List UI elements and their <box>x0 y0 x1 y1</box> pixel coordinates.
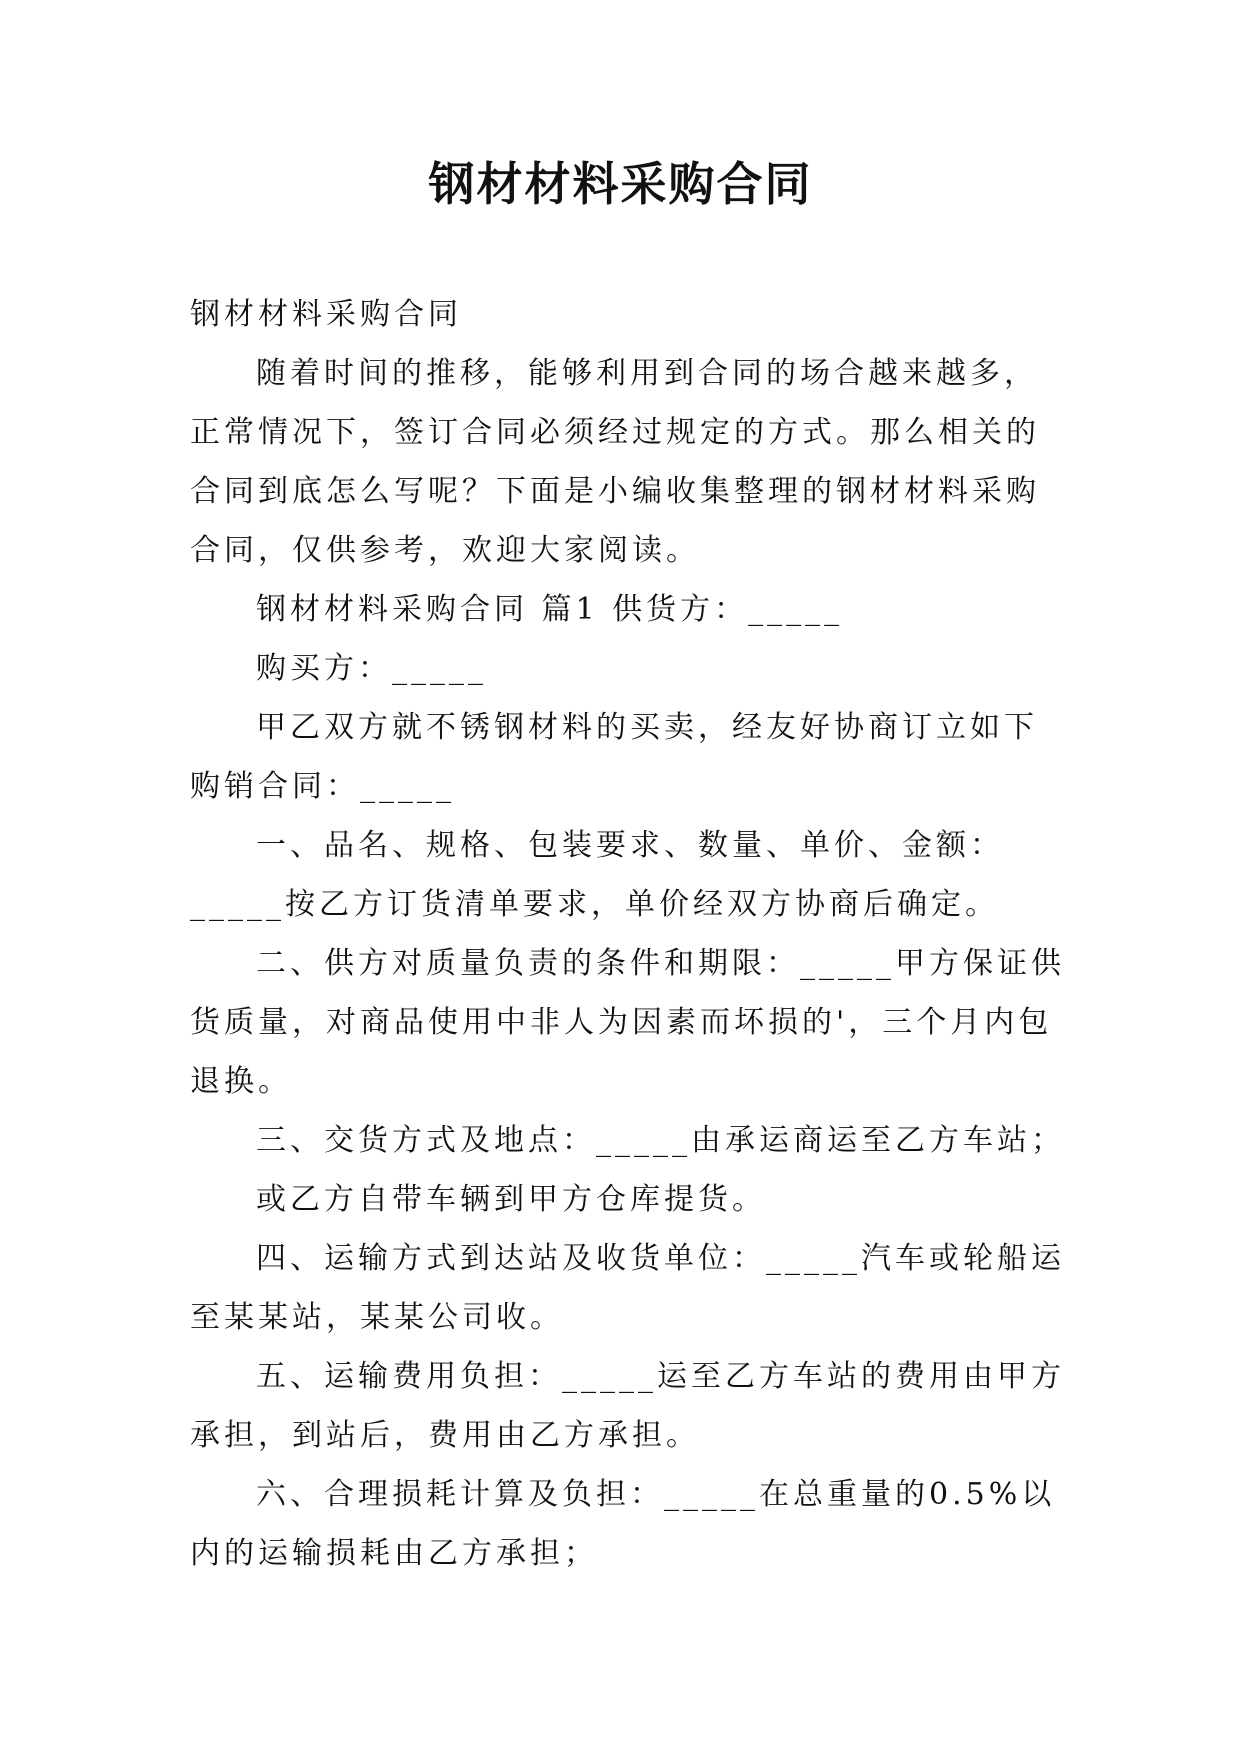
paragraph-supplier: 钢材材料采购合同 篇1 供货方：_____ <box>256 592 844 627</box>
clause-6: 六、合理损耗计算及负担：_____在总重量的0.5%以内的运输损耗由乙方承担； <box>190 1477 1056 1571</box>
clause-4: 四、运输方式到达站及收货单位：_____汽车或轮船运至某某站，某某公司收。 <box>190 1241 1065 1335</box>
clause-5: 五、运输费用负担：_____运至乙方车站的费用由甲方承担，到站后，费用由乙方承担。 <box>190 1359 1065 1453</box>
paragraph-intro: 随着时间的推移，能够利用到合同的场合越来越多，正常情况下，签订合同必须经过规定的方式。那么相关的合同到底怎么写呢？下面是小编收集整理的钢材材料采购合同，仅供参考，欢迎大家阅读。 <box>190 356 1040 568</box>
clause-1: 一、品名、规格、包装要求、数量、单价、金额：_____按乙方订货清单要求，单价经双方协商后确定。 <box>190 828 1004 922</box>
clause-3-continued: 或乙方自带车辆到甲方仓库提货。 <box>256 1182 766 1217</box>
paragraph-buyer: 购买方：_____ <box>256 651 487 686</box>
clause-2: 二、供方对质量负责的条件和期限：_____甲方保证供货质量，对商品使用中非人为因素而坏损的'，三个月内包退换。 <box>190 946 1065 1099</box>
document-body <box>190 285 1070 1583</box>
document-title: 钢材材料采购合同 <box>428 157 813 211</box>
paragraph-agreement: 甲乙双方就不锈钢材料的买卖，经友好协商订立如下购销合同：_____ <box>190 710 1038 804</box>
paragraph-heading: 钢材材料采购合同 <box>190 297 462 332</box>
clause-3: 三、交货方式及地点：_____由承运商运至乙方车站； <box>256 1123 1065 1158</box>
